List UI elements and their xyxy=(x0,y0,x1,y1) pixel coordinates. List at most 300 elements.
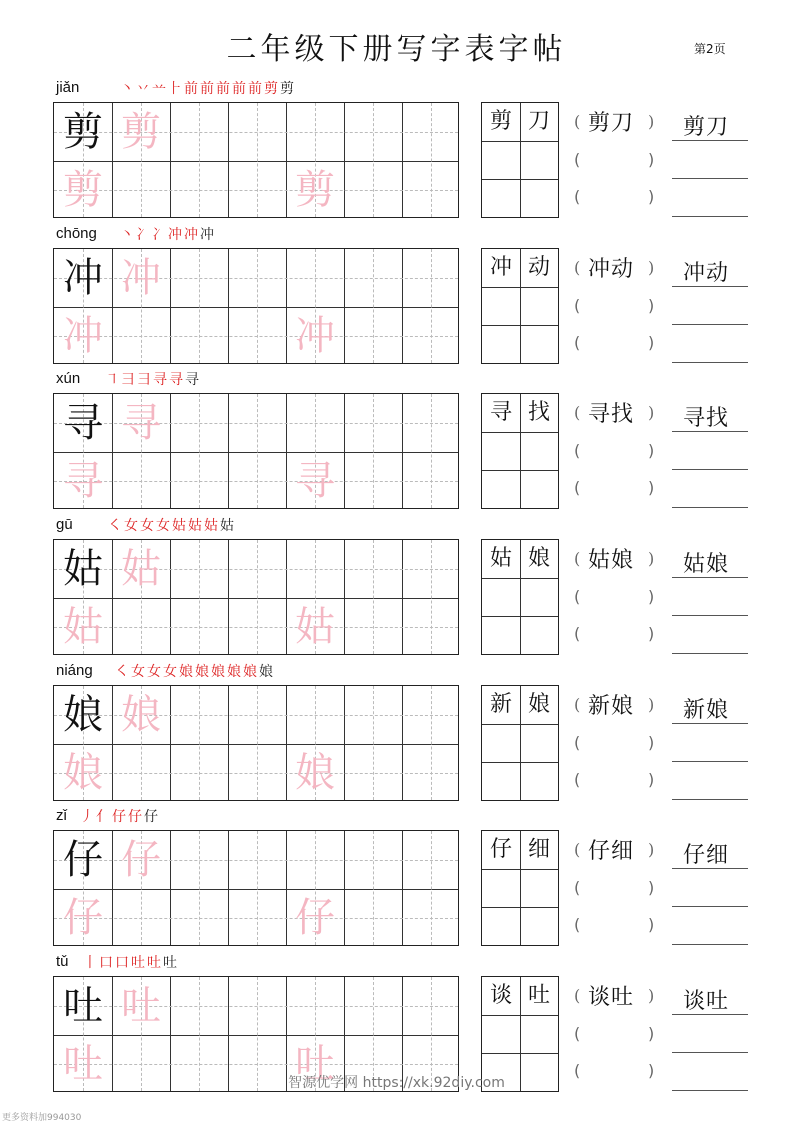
guide-line xyxy=(373,103,374,217)
grid-line xyxy=(482,762,558,763)
paren-close: ) xyxy=(648,770,655,789)
lined-word-char: 寻 xyxy=(683,406,707,431)
stroke-order xyxy=(120,224,216,244)
paren-close: ) xyxy=(648,840,655,859)
grid-line xyxy=(482,432,558,433)
guide-line xyxy=(373,686,374,800)
grid-line xyxy=(170,249,171,363)
word-character: 动 xyxy=(527,255,550,280)
paren-open: ( xyxy=(574,549,581,568)
lined-word-char: 娘 xyxy=(706,552,730,577)
lined-word xyxy=(683,401,729,432)
page-number: 第2页 xyxy=(694,42,726,56)
guide-line xyxy=(54,918,458,919)
paren-close: ) xyxy=(648,549,655,568)
pinyin-label: gū xyxy=(56,516,73,533)
pinyin-label: xún xyxy=(56,370,81,387)
grid-line xyxy=(170,103,171,217)
stroke-step: 女 xyxy=(140,518,156,534)
trace-character: 娘 xyxy=(63,750,103,796)
stroke-order xyxy=(120,78,296,98)
trace-character: 冲 xyxy=(295,313,335,359)
stroke-step: 前 xyxy=(216,81,232,97)
stroke-order xyxy=(83,952,179,972)
lined-word xyxy=(683,547,729,578)
writing-line[interactable] xyxy=(672,799,748,800)
lined-word-char: 细 xyxy=(706,843,730,868)
lined-word-char: 冲 xyxy=(683,261,707,286)
lined-word-char: 刀 xyxy=(706,115,730,140)
guide-line xyxy=(54,336,458,337)
writing-line[interactable] xyxy=(672,1052,748,1053)
paren-open: ( xyxy=(574,258,581,277)
lined-word xyxy=(683,256,729,287)
trace-character: 姑 xyxy=(295,604,335,650)
paren-close: ) xyxy=(648,878,655,897)
paren-word-text xyxy=(588,106,634,137)
guide-line xyxy=(257,394,258,508)
trace-character: 剪 xyxy=(295,167,335,213)
paren-word-text xyxy=(588,543,634,574)
paren-open: ( xyxy=(574,1024,581,1043)
paren-open: ( xyxy=(574,624,581,643)
lined-word-char: 新 xyxy=(683,698,707,723)
lined-word xyxy=(683,693,729,724)
stroke-step: ㇕ xyxy=(105,372,121,388)
word-box xyxy=(481,539,559,655)
model-character: 仔 xyxy=(63,837,103,883)
paren-close: ) xyxy=(648,1061,655,1080)
grid-line xyxy=(228,686,229,800)
stroke-step: 前 xyxy=(248,81,264,97)
lined-word-char: 动 xyxy=(706,261,730,286)
word-character: 找 xyxy=(527,400,550,425)
guide-line xyxy=(257,831,258,945)
word-character: 细 xyxy=(527,837,550,862)
paren-close: ) xyxy=(648,403,655,422)
stroke-step: 前 xyxy=(232,81,248,97)
stroke-step: 姑 xyxy=(172,518,188,534)
guide-line xyxy=(257,540,258,654)
paren-word-char: 刀 xyxy=(611,111,635,136)
paren-word-char: 仔 xyxy=(588,839,612,864)
model-character: 冲 xyxy=(63,255,103,301)
paren-open: ( xyxy=(574,403,581,422)
writing-line[interactable] xyxy=(672,140,748,141)
paren-close: ) xyxy=(648,1024,655,1043)
paren-close: ) xyxy=(648,587,655,606)
stroke-step: 冫 xyxy=(152,227,168,243)
grid-line xyxy=(482,1015,558,1016)
grid-line xyxy=(54,452,458,453)
writing-line[interactable] xyxy=(672,178,748,179)
writing-line[interactable] xyxy=(672,944,748,945)
paren-close: ) xyxy=(648,258,655,277)
stroke-step: 娘 xyxy=(211,664,227,680)
stroke-step: 丶 xyxy=(120,227,136,243)
paren-close: ) xyxy=(648,624,655,643)
trace-character: 姑 xyxy=(121,546,161,592)
word-box xyxy=(481,830,559,946)
paren-word-char: 谈 xyxy=(588,985,612,1010)
paren-word-char: 娘 xyxy=(611,694,635,719)
writing-line[interactable] xyxy=(672,906,748,907)
pinyin-label: tǔ xyxy=(56,953,69,970)
grid-line xyxy=(54,161,458,162)
paren-open: ( xyxy=(574,441,581,460)
paren-close: ) xyxy=(648,150,655,169)
paren-open: ( xyxy=(574,112,581,131)
paren-open: ( xyxy=(574,915,581,934)
trace-character: 寻 xyxy=(121,400,161,446)
grid-line xyxy=(482,724,558,725)
guide-line xyxy=(54,190,458,191)
word-character: 娘 xyxy=(527,692,550,717)
paren-close: ) xyxy=(648,915,655,934)
stroke-step: 剪 xyxy=(264,81,280,97)
word-character: 谈 xyxy=(489,983,512,1008)
trace-character: 仔 xyxy=(63,895,103,941)
paren-word-char: 新 xyxy=(588,694,612,719)
grid-line xyxy=(228,394,229,508)
stroke-step: 亻 xyxy=(96,809,112,825)
trace-character: 娘 xyxy=(121,692,161,738)
lined-word-char: 仔 xyxy=(683,843,707,868)
stroke-step: 寻 xyxy=(153,372,169,388)
stroke-step: 女 xyxy=(147,664,163,680)
paren-close: ) xyxy=(648,296,655,315)
tianzige-grid xyxy=(53,393,459,509)
grid-line xyxy=(54,1035,458,1036)
grid-line xyxy=(170,540,171,654)
stroke-step: 丶 xyxy=(120,81,136,97)
paren-word-char: 冲 xyxy=(588,257,612,282)
stroke-step: 前 xyxy=(184,81,200,97)
stroke-step: 娘 xyxy=(195,664,211,680)
pinyin-label: zǐ xyxy=(56,807,67,824)
grid-line xyxy=(170,831,171,945)
stroke-step: 丿 xyxy=(80,809,96,825)
guide-line xyxy=(54,627,458,628)
lined-word xyxy=(683,110,729,141)
word-character: 吐 xyxy=(527,983,550,1008)
writing-line[interactable] xyxy=(672,362,748,363)
grid-line xyxy=(228,540,229,654)
lined-word-char: 找 xyxy=(706,406,730,431)
guide-line xyxy=(431,686,432,800)
writing-line[interactable] xyxy=(672,761,748,762)
grid-line xyxy=(344,686,345,800)
grid-line xyxy=(344,540,345,654)
guide-line xyxy=(257,103,258,217)
grid-line xyxy=(482,616,558,617)
guide-line xyxy=(199,394,200,508)
stroke-step: 冲 xyxy=(184,227,200,243)
guide-line xyxy=(54,481,458,482)
stroke-step: 姑 xyxy=(188,518,204,534)
stroke-step: 姑 xyxy=(220,518,236,534)
paren-word-char: 寻 xyxy=(588,402,612,427)
lined-word-char: 姑 xyxy=(683,552,707,577)
pinyin-label: jiǎn xyxy=(56,79,80,96)
grid-line xyxy=(170,686,171,800)
stroke-step: 剪 xyxy=(280,81,296,97)
trace-character: 仔 xyxy=(121,837,161,883)
grid-line xyxy=(344,249,345,363)
stroke-step: 仔 xyxy=(144,809,160,825)
stroke-step: 冲 xyxy=(200,227,216,243)
guide-line xyxy=(199,831,200,945)
guide-line xyxy=(199,249,200,363)
paren-word-text xyxy=(588,834,634,865)
paren-word-text xyxy=(588,397,634,428)
paren-open: ( xyxy=(574,733,581,752)
paren-open: ( xyxy=(574,587,581,606)
grid-line xyxy=(402,686,403,800)
stroke-order xyxy=(80,806,160,826)
paren-open: ( xyxy=(574,878,581,897)
trace-character: 剪 xyxy=(63,167,103,213)
paren-word-char: 细 xyxy=(611,839,635,864)
stroke-step: ㇛ xyxy=(108,518,124,534)
stroke-step: ⺕ xyxy=(121,372,137,388)
stroke-step: 䒑 xyxy=(152,81,168,97)
guide-line xyxy=(373,831,374,945)
paren-word-char: 动 xyxy=(611,257,635,282)
stroke-step: 吐 xyxy=(163,955,179,971)
tianzige-grid xyxy=(53,539,459,655)
guide-line xyxy=(257,686,258,800)
writing-line[interactable] xyxy=(672,577,748,578)
paren-close: ) xyxy=(648,986,655,1005)
paren-open: ( xyxy=(574,770,581,789)
word-character: 刀 xyxy=(527,109,550,134)
model-character: 吐 xyxy=(63,983,103,1029)
stroke-step: 冲 xyxy=(168,227,184,243)
stroke-step: ⺊ xyxy=(168,81,184,97)
paren-close: ) xyxy=(648,333,655,352)
paren-open: ( xyxy=(574,296,581,315)
grid-line xyxy=(344,394,345,508)
writing-line[interactable] xyxy=(672,216,748,217)
paren-word-char: 娘 xyxy=(611,548,635,573)
writing-line[interactable] xyxy=(672,324,748,325)
paren-open: ( xyxy=(574,1061,581,1080)
grid-line xyxy=(170,394,171,508)
trace-character: 吐 xyxy=(121,983,161,1029)
stroke-step: 丷 xyxy=(136,81,152,97)
lined-word-char: 吐 xyxy=(706,989,730,1014)
grid-line xyxy=(482,1053,558,1054)
grid-line xyxy=(402,249,403,363)
stroke-order xyxy=(115,661,275,681)
word-character: 剪 xyxy=(489,109,512,134)
lined-word-char: 谈 xyxy=(683,989,707,1014)
word-character: 寻 xyxy=(489,400,512,425)
lined-word xyxy=(683,838,729,869)
word-character: 姑 xyxy=(489,546,512,571)
stroke-step: 姑 xyxy=(204,518,220,534)
practice-row xyxy=(0,79,793,248)
guide-line xyxy=(431,249,432,363)
trace-character: 寻 xyxy=(295,458,335,504)
word-character: 仔 xyxy=(489,837,512,862)
trace-character: 冲 xyxy=(63,313,103,359)
grid-line xyxy=(482,179,558,180)
stroke-step: 女 xyxy=(163,664,179,680)
writing-line[interactable] xyxy=(672,469,748,470)
paren-open: ( xyxy=(574,333,581,352)
guide-line xyxy=(54,1064,458,1065)
trace-character: 吐 xyxy=(63,1041,103,1087)
word-character: 娘 xyxy=(527,546,550,571)
stroke-step: 娘 xyxy=(259,664,275,680)
writing-line[interactable] xyxy=(672,615,748,616)
guide-line xyxy=(199,540,200,654)
stroke-step: 娘 xyxy=(227,664,243,680)
guide-line xyxy=(431,103,432,217)
guide-line xyxy=(431,540,432,654)
stroke-step: 女 xyxy=(156,518,172,534)
stroke-order xyxy=(108,515,236,535)
guide-line xyxy=(373,249,374,363)
word-box xyxy=(481,685,559,801)
stroke-step: 前 xyxy=(200,81,216,97)
paren-close: ) xyxy=(648,478,655,497)
grid-line xyxy=(344,831,345,945)
stroke-step: ㇛ xyxy=(115,664,131,680)
paren-close: ) xyxy=(648,695,655,714)
stroke-step: 仔 xyxy=(112,809,128,825)
lined-word xyxy=(683,984,729,1015)
writing-line[interactable] xyxy=(672,507,748,508)
trace-character: 娘 xyxy=(295,750,335,796)
paren-word-text xyxy=(588,252,634,283)
stroke-step: 寻 xyxy=(185,372,201,388)
grid-line xyxy=(228,103,229,217)
guide-line xyxy=(199,686,200,800)
stroke-step: ⺕ xyxy=(137,372,153,388)
guide-line xyxy=(257,249,258,363)
trace-character: 寻 xyxy=(63,458,103,504)
guide-line xyxy=(431,394,432,508)
word-character: 冲 xyxy=(489,255,512,280)
model-character: 姑 xyxy=(63,546,103,592)
stroke-step: 吐 xyxy=(131,955,147,971)
paren-word-char: 吐 xyxy=(611,985,635,1010)
corner-note: 更多资料加994030 xyxy=(2,1113,82,1123)
practice-row xyxy=(0,953,793,1122)
grid-line xyxy=(482,325,558,326)
lined-word-char: 娘 xyxy=(706,698,730,723)
stroke-step: 吐 xyxy=(147,955,163,971)
stroke-order xyxy=(105,369,201,389)
lined-word-char: 剪 xyxy=(683,115,707,140)
paren-close: ) xyxy=(648,441,655,460)
grid-line xyxy=(482,869,558,870)
guide-line xyxy=(373,394,374,508)
grid-line xyxy=(402,103,403,217)
paren-open: ( xyxy=(574,695,581,714)
word-box xyxy=(481,102,559,218)
grid-line xyxy=(344,103,345,217)
paren-word-char: 找 xyxy=(611,402,635,427)
paren-open: ( xyxy=(574,840,581,859)
grid-line xyxy=(402,540,403,654)
writing-line[interactable] xyxy=(672,868,748,869)
paren-word-char: 剪 xyxy=(588,111,612,136)
trace-character: 姑 xyxy=(63,604,103,650)
grid-line xyxy=(54,744,458,745)
pinyin-label: niáng xyxy=(56,662,93,679)
writing-line[interactable] xyxy=(672,653,748,654)
paren-word-char: 姑 xyxy=(588,548,612,573)
word-character: 新 xyxy=(489,692,512,717)
trace-character: 吐 xyxy=(295,1041,335,1087)
guide-line xyxy=(431,831,432,945)
paren-close: ) xyxy=(648,733,655,752)
writing-line[interactable] xyxy=(672,286,748,287)
grid-line xyxy=(482,287,558,288)
grid-line xyxy=(482,141,558,142)
tianzige-grid xyxy=(53,685,459,801)
paren-open: ( xyxy=(574,986,581,1005)
guide-line xyxy=(373,540,374,654)
stroke-step: 口 xyxy=(115,955,131,971)
paren-close: ) xyxy=(648,187,655,206)
pinyin-label: chōng xyxy=(56,225,97,242)
paren-open: ( xyxy=(574,478,581,497)
trace-character: 剪 xyxy=(121,109,161,155)
model-character: 娘 xyxy=(63,692,103,738)
model-character: 剪 xyxy=(63,109,103,155)
grid-line xyxy=(482,907,558,908)
grid-line xyxy=(54,598,458,599)
grid-line xyxy=(228,831,229,945)
stroke-step: 女 xyxy=(131,664,147,680)
tianzige-grid xyxy=(53,102,459,218)
page-title: 二年级下册写字表字帖 xyxy=(226,32,567,67)
stroke-step: 丨 xyxy=(83,955,99,971)
word-box xyxy=(481,248,559,364)
grid-line xyxy=(402,394,403,508)
writing-line[interactable] xyxy=(672,1014,748,1015)
stroke-step: 娘 xyxy=(243,664,259,680)
grid-line xyxy=(54,889,458,890)
stroke-step: 娘 xyxy=(179,664,195,680)
model-character: 寻 xyxy=(63,400,103,446)
writing-line[interactable] xyxy=(672,431,748,432)
paren-open: ( xyxy=(574,187,581,206)
word-box xyxy=(481,393,559,509)
grid-line xyxy=(228,249,229,363)
stroke-step: 寻 xyxy=(169,372,185,388)
guide-line xyxy=(199,103,200,217)
paren-word-text xyxy=(588,980,634,1011)
stroke-step: 口 xyxy=(99,955,115,971)
grid-line xyxy=(54,307,458,308)
grid-line xyxy=(402,831,403,945)
paren-open: ( xyxy=(574,150,581,169)
writing-line[interactable] xyxy=(672,723,748,724)
guide-line xyxy=(54,773,458,774)
footer-watermark: 智源优学网 https://xk.92diy.com xyxy=(288,1075,505,1091)
grid-line xyxy=(482,578,558,579)
paren-word-text xyxy=(588,689,634,720)
stroke-step: 冫 xyxy=(136,227,152,243)
stroke-step: 女 xyxy=(124,518,140,534)
stroke-step: 仔 xyxy=(128,809,144,825)
